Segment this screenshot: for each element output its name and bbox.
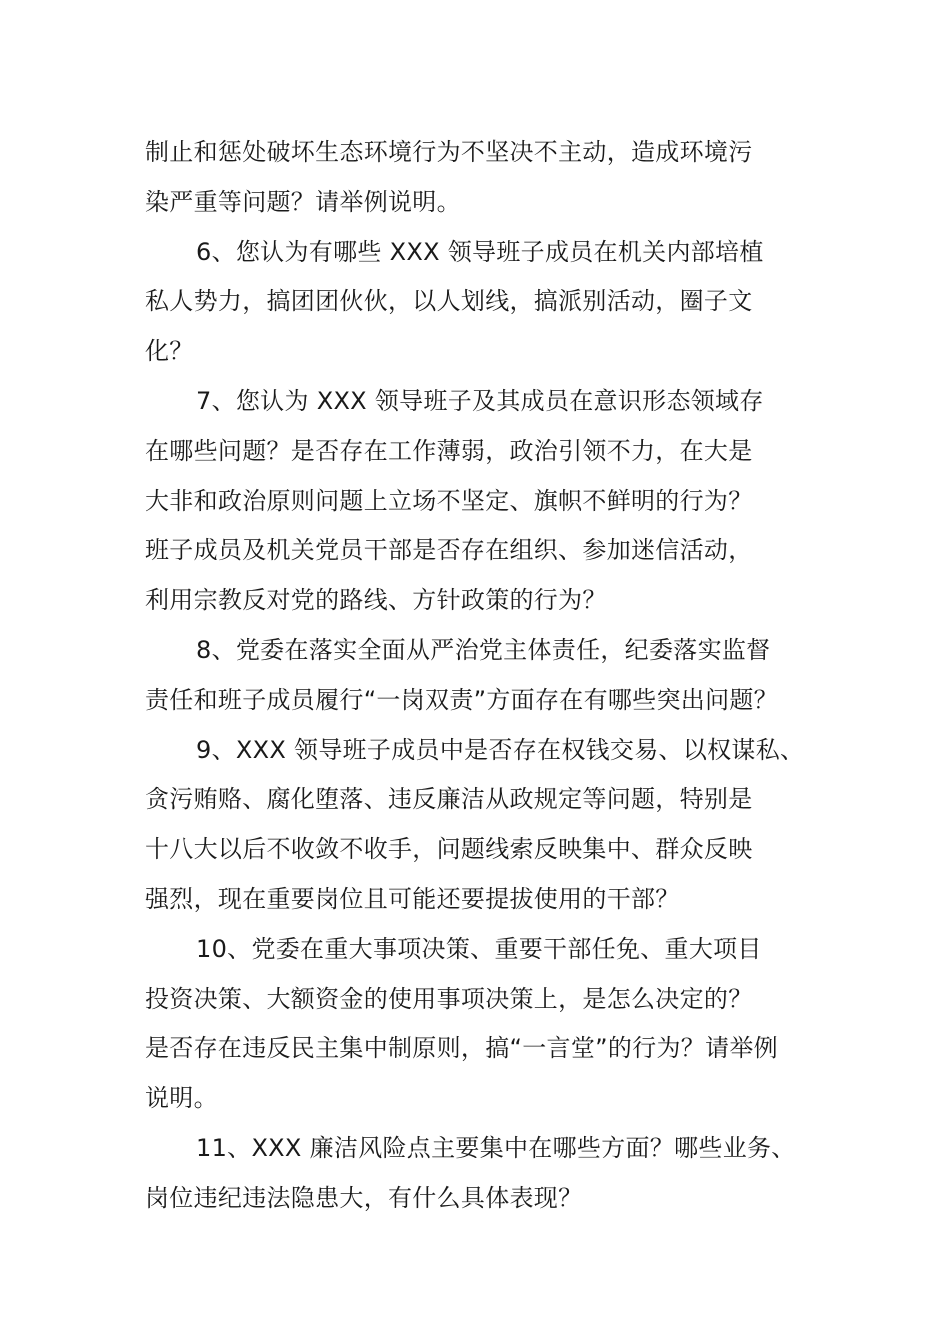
text-line: 大非和政治原则问题上立场不坚定、旗帜不鲜明的行为？	[145, 486, 753, 515]
text-line: 投资决策、大额资金的使用事项决策上，是怎么决定的？	[145, 984, 753, 1013]
text-line: 班子成员及机关党员干部是否存在组织、参加迷信活动，	[145, 536, 753, 565]
document-body	[145, 128, 845, 1224]
question-10-line: 10、党委在重大事项决策、重要干部任免、重大项目	[196, 934, 762, 963]
text-line: 利用宗教反对党的路线、方针政策的行为？	[145, 586, 607, 615]
text-line: 十八大以后不收敛不收手，问题线索反映集中、群众反映	[145, 835, 753, 864]
text-line: 制止和惩处破坏生态环境行为不坚决不主动，造成环境污	[145, 138, 753, 166]
question-6-line: 6、您认为有哪些 XXX 领导班子成员在机关内部培植	[196, 237, 764, 266]
question-7-line: 7、您认为 XXX 领导班子及其成员在意识形态领域存	[196, 386, 764, 415]
text-line: 染严重等问题？请举例说明。	[145, 187, 461, 216]
text-line: 岗位违纪违法隐患大，有什么具体表现？	[145, 1183, 583, 1212]
text-line: 强烈，现在重要岗位且可能还要提拔使用的干部？	[145, 884, 680, 913]
text-line: 责任和班子成员履行“一岗双责”方面存在有哪些突出问题？	[145, 685, 778, 714]
question-11-line: 11、XXX 廉洁风险点主要集中在哪些方面？哪些业务、	[196, 1133, 796, 1162]
text-line: 说明。	[145, 1084, 218, 1113]
text-line: 贪污贿赂、腐化堕落、违反廉洁从政规定等问题，特别是	[145, 785, 753, 814]
text-line: 是否存在违反民主集中制原则，搞“一言堂”的行为？请举例	[145, 1034, 778, 1063]
question-8-line: 8、党委在落实全面从严治党主体责任，纪委落实监督	[196, 635, 771, 664]
text-line: 化？	[145, 337, 194, 366]
text-line: 在哪些问题？是否存在工作薄弱，政治引领不力，在大是	[145, 436, 753, 465]
question-9-line: 9、XXX 领导班子成员中是否存在权钱交易、以权谋私、	[196, 735, 805, 764]
text-line: 私人势力，搞团团伙伙，以人划线，搞派别活动，圈子文	[145, 287, 753, 316]
